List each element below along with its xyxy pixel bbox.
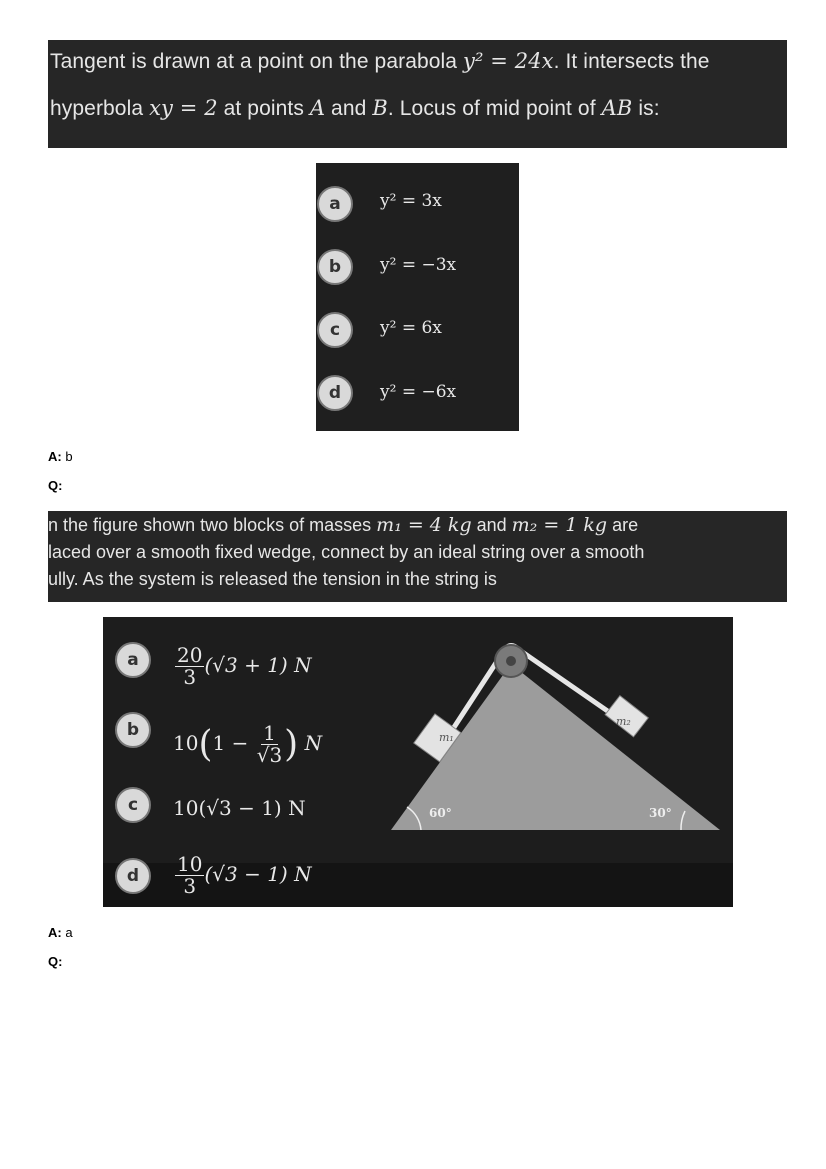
question2-line1 <box>48 514 785 536</box>
question2-line2: laced over a smooth fixed wedge, connect by an ideal string over a smooth <box>48 542 645 562</box>
hyperbola-equation: xy = 2 <box>149 96 218 120</box>
option-a-badge[interactable]: a <box>317 186 353 222</box>
fraction-denominator: 3 <box>183 665 197 689</box>
option-a-expression <box>175 645 312 688</box>
option-b-badge[interactable]: b <box>115 712 151 748</box>
question2-line1-end: are <box>607 515 639 535</box>
point-a: A <box>309 96 326 120</box>
question1-line2 <box>50 96 660 121</box>
question1-line2-end: is: <box>632 97 660 120</box>
option-d-fraction <box>175 854 204 897</box>
answer2-label: A: <box>48 925 62 940</box>
right-paren: ) <box>284 724 299 765</box>
answer2-value: a <box>65 925 73 940</box>
question2-banner <box>48 511 787 602</box>
point-b: B <box>372 96 388 120</box>
option-c-expression: 10(√3 − 1) N <box>173 796 306 820</box>
fraction-denominator: √3 <box>256 743 283 767</box>
question1-banner <box>48 40 787 148</box>
question2-line1-start: n the figure shown two blocks of masses <box>48 515 377 535</box>
mass1-value: m₁ = 4 kg <box>376 514 472 536</box>
option-c-text: y² = 6x <box>380 318 442 338</box>
question-label-text: Q: <box>48 478 63 493</box>
option-a-fraction <box>175 645 204 688</box>
question1-line2-prefix: hyperbola <box>50 97 150 120</box>
option-c-badge[interactable]: c <box>115 787 151 823</box>
option-a-text: y² = 3x <box>380 191 442 211</box>
answer1-value: b <box>65 449 73 464</box>
segment-ab: AB <box>601 96 633 120</box>
question2-line3: ully. As the system is released the tension in the string is <box>48 569 497 589</box>
question1-line1-suffix: . It intersects the <box>553 50 710 73</box>
mass2-value: m₂ = 1 kg <box>511 514 608 536</box>
question1-line2-suffix: . Locus of mid point of <box>387 97 602 120</box>
parabola-equation: y² = 24x <box>463 49 554 73</box>
fraction-numerator: 1 <box>263 721 276 745</box>
question2-line1-and: and <box>471 515 512 535</box>
answer1 <box>48 449 73 464</box>
question-label-text: Q: <box>48 954 63 969</box>
option-a-rest: (√3 + 1) N <box>204 653 312 677</box>
option-b-lead: 10 <box>173 731 199 755</box>
question-label-1 <box>48 478 62 493</box>
fraction-numerator: 10 <box>177 852 203 876</box>
block-m1-label: m₁ <box>439 731 454 744</box>
question1-line2-and: and <box>325 97 373 120</box>
option-b-expression <box>173 723 322 766</box>
option-b-badge[interactable]: b <box>317 249 353 285</box>
angle-right-label: 30° <box>649 806 672 820</box>
question1-line1-prefix: Tangent is drawn at a point on the parabola <box>50 50 464 73</box>
left-paren: ( <box>198 724 213 765</box>
option-d-expression <box>175 854 312 897</box>
fraction-denominator: 3 <box>183 874 197 898</box>
answer1-label: A: <box>48 449 62 464</box>
question2-options-panel <box>103 617 733 907</box>
option-c-badge[interactable]: c <box>317 312 353 348</box>
question1-line1 <box>50 49 710 74</box>
question-label-2 <box>48 954 62 969</box>
option-b-inner: 1 − <box>212 731 249 755</box>
angle-left-label: 60° <box>429 806 452 820</box>
option-d-rest: (√3 − 1) N <box>204 862 312 886</box>
wedge-figure <box>383 617 733 863</box>
option-d-badge[interactable]: d <box>317 375 353 411</box>
option-d-text: y² = −6x <box>380 382 457 402</box>
option-d-badge[interactable]: d <box>115 858 151 894</box>
option-b-fraction <box>255 723 284 766</box>
pulley-hub <box>506 656 516 666</box>
option-a-badge[interactable]: a <box>115 642 151 678</box>
question1-options-panel <box>316 163 519 431</box>
option-b-unit: N <box>304 731 323 755</box>
answer2 <box>48 925 73 940</box>
option-b-text: y² = −3x <box>380 255 457 275</box>
block-m2-label: m₂ <box>616 715 631 728</box>
question1-line2-middle: at points <box>217 97 310 120</box>
fraction-numerator: 20 <box>177 643 203 667</box>
